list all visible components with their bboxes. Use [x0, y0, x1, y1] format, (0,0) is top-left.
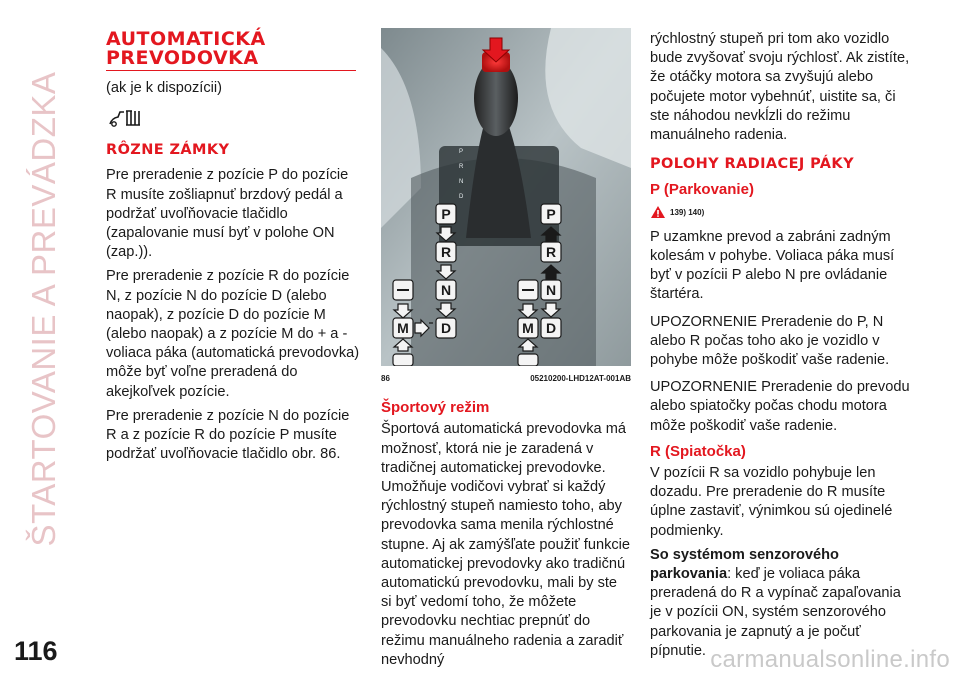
svg-text:P: P	[441, 206, 451, 222]
note-2: UPOZORNENIE Preradenie do prevodu alebo spiatočky počas chodu motora môže poškodiť vaše radenie.	[650, 379, 910, 434]
section-title-locks: RÔZNE ZÁMKY	[106, 142, 230, 159]
watermark: carmanualsonline.info	[710, 646, 950, 673]
warning-refs-text: 139) 140)	[670, 207, 705, 217]
svg-text:R: R	[440, 244, 452, 260]
chapter-sidebar	[14, 20, 74, 580]
column-middle	[381, 28, 631, 675]
main-title-line2: PREVODOVKA	[106, 47, 259, 69]
paragraph-2: Pre preradenie z pozície R do pozície N, z pozície N do pozície D (alebo naopak), z pozície D do pozície M (alebo naopak) a z pozície M do + a - voliaca páka (automatická prevodovka) môže byť voľne preradená do akejkoľvek pozície.	[106, 268, 360, 400]
figure-number: 86	[381, 374, 390, 383]
figure-code: 05210200-LHD12AT-001AB	[530, 374, 631, 383]
park-text: P uzamkne prevod a zabráni zadným kolesám v pohybe. Voliaca páka musí byť v pozícii P alebo N pre ovládanie štartéra.	[650, 228, 895, 303]
svg-text:M: M	[397, 320, 409, 336]
paragraph-1: Pre preradenie z pozície P do pozície R musíte zošliapnuť brzdový pedál a podržať uvoľňovacie tlačidlo (zapalovanie musí byť v polohe ON (zap.)).	[106, 167, 349, 261]
section-title-positions: POLOHY RADIACEJ PÁKY	[650, 156, 854, 173]
warning-triangle-icon	[650, 205, 666, 219]
svg-text:M: M	[522, 320, 534, 336]
reverse-text: V pozícii R sa vozidlo pohybuje len dozadu. Pre preradenie do R musíte úplne zastaviť, výnimkou sú ojedinelé podmienky.	[650, 465, 893, 539]
sensor-text: : keď je voliaca páka preradená do R a vypínač zapaľovania je v pozícii ON, systém senzorového parkovania je zapnutý a je počuť pípnutie.	[650, 566, 901, 659]
svg-text:P: P	[459, 149, 464, 155]
sensor-bold: So systémom senzorového parkovania	[650, 546, 839, 583]
main-title-line1: AUTOMATICKÁ	[106, 28, 266, 50]
chapter-title: ŠTARTOVANIE A PREVÁDZKA	[25, 71, 62, 547]
svg-text:R: R	[459, 164, 464, 170]
continued-text: rýchlostný stupeň pri tom ako vozidlo bude zvyšovať svoju rýchlosť. Ak zistíte, že otáčky motora sa zvyšujú alebo počujete motor vybehnúť, uistite sa, či ste náhodou nevkĺzli do režimu manuálneho radenia.	[650, 31, 910, 144]
reverse-title: R (Spiatočka)	[650, 442, 746, 460]
note-1: UPOZORNENIE Preradenie do P, N alebo R počas toho ako je vozidlo v pohybe môže poškodiť vaše radenie.	[650, 313, 890, 369]
column-left	[106, 30, 362, 469]
paragraph-3: Pre preradenie z pozície N do pozície R a z pozície R do pozície P musíte podržať uvoľňovacie tlačidlo obr. 86.	[106, 407, 350, 463]
column-right	[650, 30, 912, 666]
svg-text:N: N	[459, 179, 464, 185]
sport-mode-title: Športový režim	[381, 399, 490, 417]
sensor-paragraph	[650, 546, 912, 661]
svg-text:R: R	[545, 244, 557, 260]
page-number: 116	[14, 636, 58, 666]
svg-text:N: N	[545, 282, 557, 298]
figure-caption	[381, 369, 631, 388]
title-rule	[106, 70, 356, 71]
svg-text:D: D	[545, 320, 557, 336]
svg-text:D: D	[459, 194, 464, 200]
svg-text:N: N	[440, 282, 452, 298]
svg-text:D: D	[440, 320, 452, 336]
warning-references	[650, 203, 912, 222]
engine-variant-icon	[106, 103, 362, 133]
availability-note: (ak je k dispozícii)	[106, 80, 222, 96]
sport-mode-text: Športová automatická prevodovka má možnosť, ktorá nie je zaradená v tradičnej automatickej prevodovke. Umožňuje vodičovi vybrať si každý rýchlostný stupeň namiesto toho, aby prevodovka sama menila rýchlostné stupne. Aj ak zamýšľate použiť funkcie automatickej prevodovky ako tradičnú automatickú prevodovku, mali by ste si byť vedomí toho, že môžete prevodovku nechtiac prepnúť do režimu manuálneho radenia a zaradiť nevhodný	[381, 421, 631, 668]
park-title: P (Parkovanie)	[650, 181, 754, 199]
gear-shifter-figure	[381, 28, 631, 366]
svg-text:P: P	[546, 206, 556, 222]
